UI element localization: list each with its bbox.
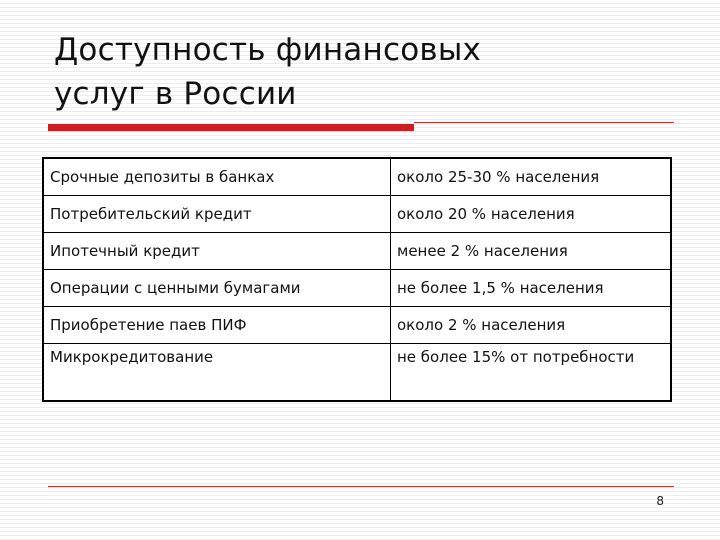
availability-cell: около 25-30 % населения	[391, 158, 672, 196]
slide-title	[54, 28, 481, 116]
page-number: 8	[656, 494, 664, 508]
table-row	[43, 270, 671, 307]
availability-cell: менее 2 % населения	[391, 233, 672, 270]
table-row	[43, 344, 671, 402]
title-accent-line	[414, 122, 674, 123]
slide-title-line-2: услуг в России	[54, 76, 297, 112]
availability-cell: не более 1,5 % населения	[391, 270, 672, 307]
service-cell: Микрокредитование	[43, 344, 391, 402]
title-accent-bar	[48, 124, 414, 131]
availability-cell: около 20 % населения	[391, 196, 672, 233]
service-cell: Ипотечный кредит	[43, 233, 391, 270]
table-row	[43, 233, 671, 270]
slide-title-line-1: Доступность финансовых	[54, 32, 482, 68]
table-row	[43, 196, 671, 233]
service-cell: Приобретение паев ПИФ	[43, 307, 391, 344]
service-cell: Срочные депозиты в банках	[43, 158, 391, 196]
availability-cell: не более 15% от потребности	[391, 344, 672, 402]
footer-divider	[48, 486, 674, 487]
financial-services-table	[42, 157, 672, 402]
service-cell: Операции с ценными бумагами	[43, 270, 391, 307]
service-cell: Потребительский кредит	[43, 196, 391, 233]
availability-cell: около 2 % населения	[391, 307, 672, 344]
table-row	[43, 307, 671, 344]
table-row	[43, 158, 671, 196]
